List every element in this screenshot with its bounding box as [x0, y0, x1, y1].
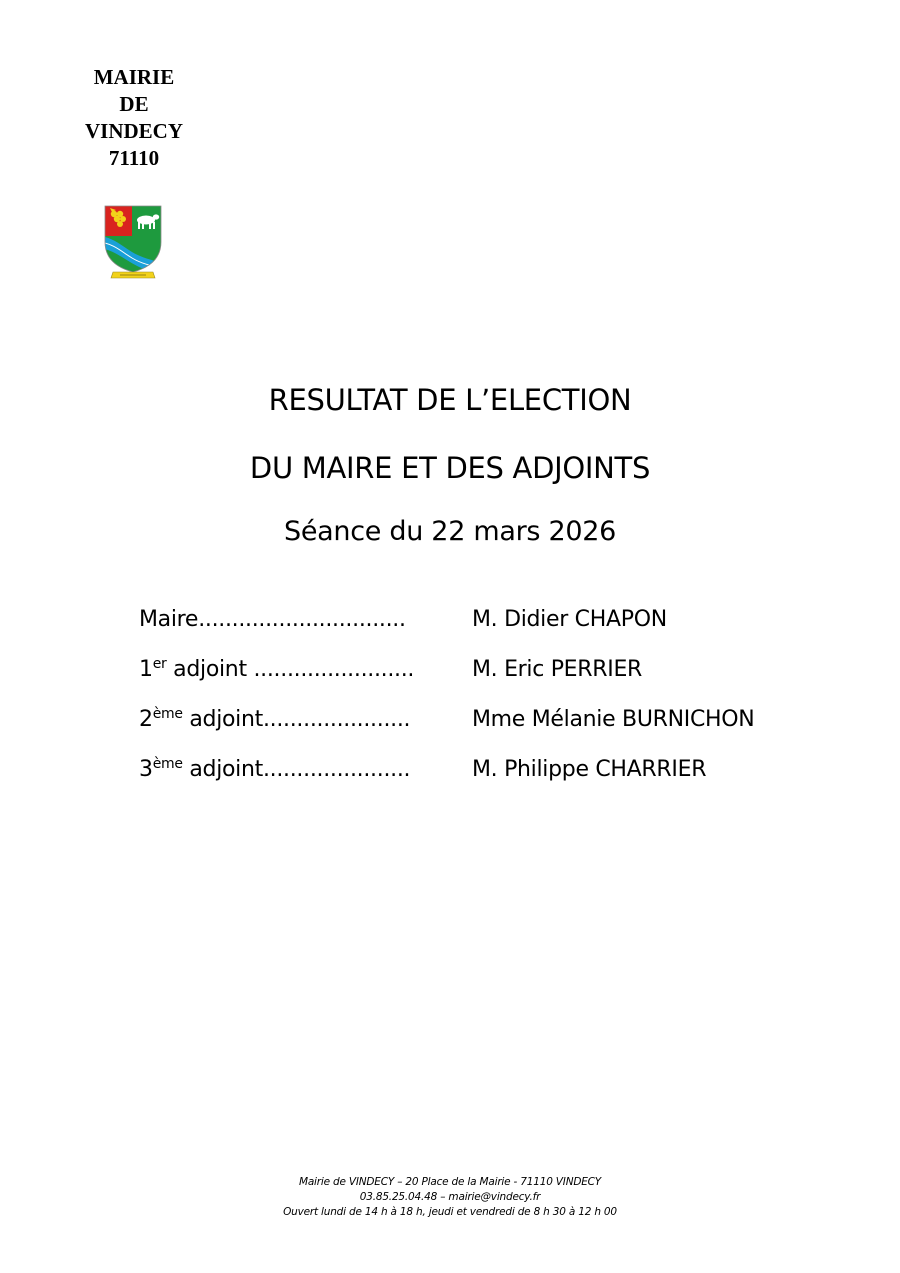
title-election: RESULTAT DE L’ELECTION: [268, 383, 632, 417]
role-holder-name: M. Philippe CHARRIER: [472, 757, 707, 782]
header-line-mairie: MAIRIE: [93, 65, 175, 89]
footer: [0, 1175, 900, 1220]
role-dots: ........................: [246, 657, 415, 682]
role-dots: ...............................: [198, 607, 406, 632]
mairie-header: [64, 64, 204, 172]
role-label-base: 1: [139, 657, 153, 682]
header-line-postcode: 71110: [108, 146, 160, 170]
footer-hours: Ouvert lundi de 14 h à 18 h, jeudi et vendredi de 8 h 30 à 12 h 00: [283, 1206, 617, 1218]
role-holder-name: M. Eric PERRIER: [472, 657, 643, 682]
role-row-adjoint-3: [139, 753, 839, 803]
roles-list: [139, 603, 839, 803]
footer-address: Mairie de VINDECY – 20 Place de la Mairie - 71110 VINDECY: [298, 1176, 602, 1188]
role-label-after: adjoint: [166, 657, 247, 682]
role-label: [139, 753, 429, 787]
role-row-maire: [139, 603, 839, 653]
role-row-adjoint-1: [139, 653, 839, 703]
role-label-after: adjoint: [182, 757, 263, 782]
header-line-de: DE: [119, 92, 149, 116]
title-maire-adjoints: DU MAIRE ET DES ADJOINTS: [249, 451, 651, 485]
role-dots: ......................: [262, 707, 411, 732]
role-label: [139, 653, 429, 687]
role-label-base: 2: [139, 707, 153, 732]
role-label-base: Maire: [139, 607, 199, 632]
role-label-sup: ème: [152, 706, 183, 722]
role-label-sup: er: [152, 656, 167, 672]
role-holder-name: M. Didier CHAPON: [472, 607, 667, 632]
header-line-vindecy: VINDECY: [84, 119, 183, 143]
role-label-after: adjoint: [182, 707, 263, 732]
role-dots: ......................: [262, 757, 411, 782]
role-holder-name: Mme Mélanie BURNICHON: [472, 707, 755, 732]
footer-contact: 03.85.25.04.48 – mairie@vindecy.fr: [359, 1191, 541, 1203]
coat-of-arms-icon: [100, 202, 166, 282]
role-row-adjoint-2: [139, 703, 839, 753]
session-date: Séance du 22 mars 2026: [284, 516, 616, 547]
role-label: [139, 603, 429, 637]
role-label-sup: ème: [152, 756, 183, 772]
role-label-base: 3: [139, 757, 153, 782]
role-label: [139, 703, 429, 737]
